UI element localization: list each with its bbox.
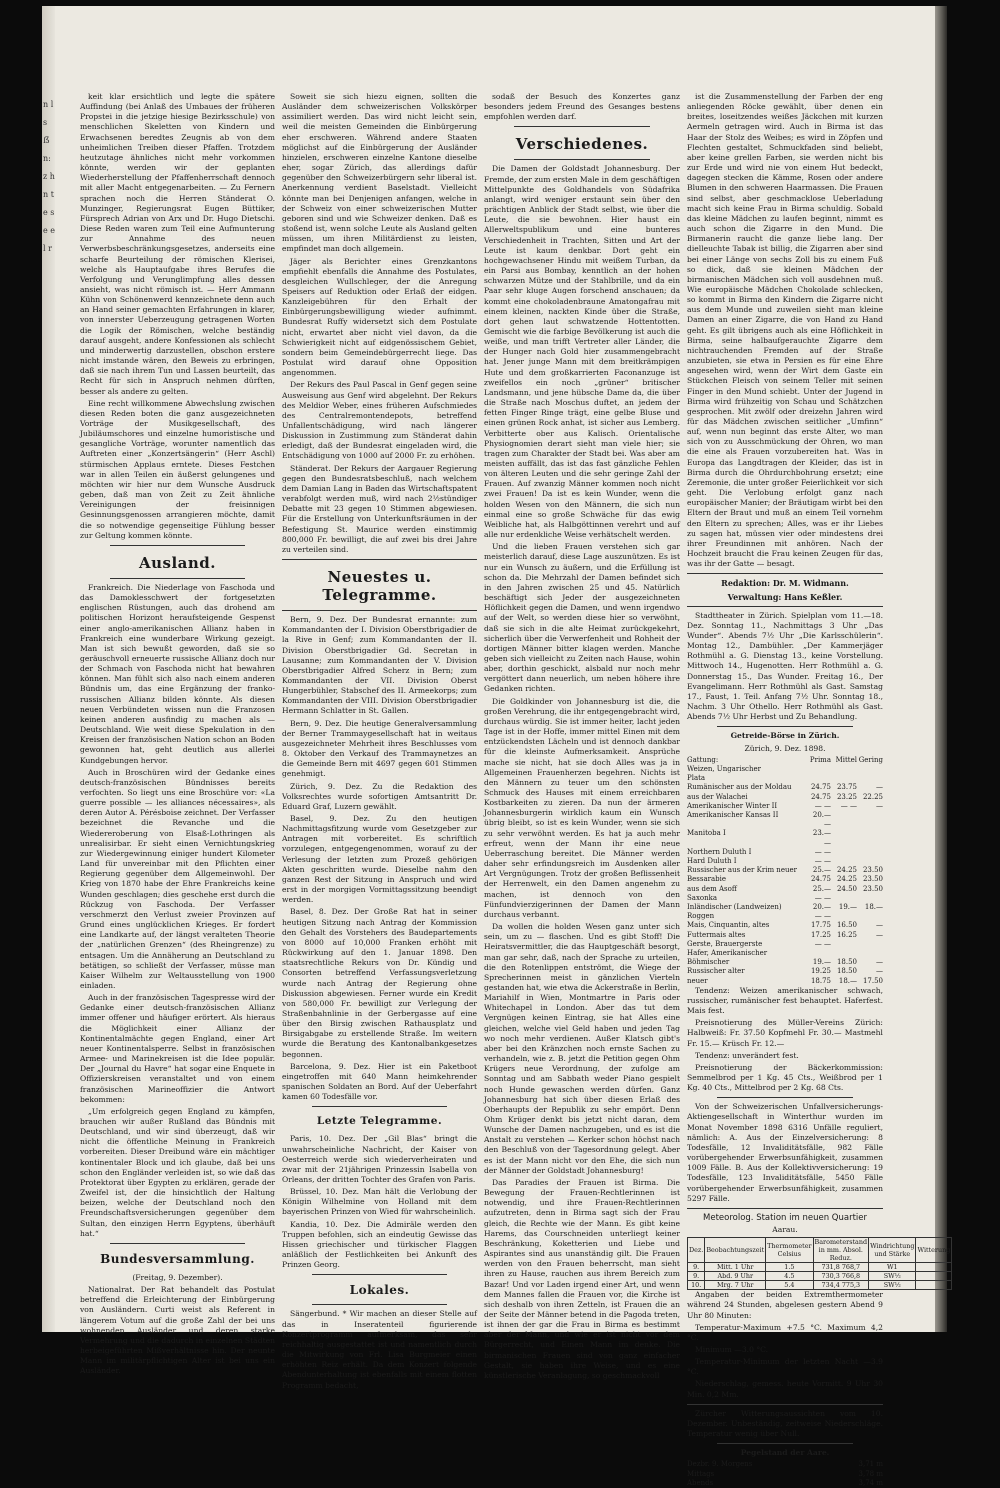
- river-level-title: Pegelstand der Aare.: [740, 1448, 830, 1458]
- paragraph: Und die lieben Frauen verstehen sich gar meisterlich darauf, diese Lage auszunützen. Es ist nur ein Wunsch zu äußern, und die Erfüllung ist schon da. Die Mehrzahl der Damen befindet sich in den Jahren zwischen 25 und 45. Natürlich beschäftigt sich Jeder der ausgezeichneten Höflichkeit gegen die Damen, und wenn irgendwo auf der Welt, so werden diese hier so verwöhnt, daß sie sich in die alte Heimat zurückgekehrt, sicherlich über die Verwerfenheit und Rohheit der dortigen Männer bitter klagen werden. Manche geben sich vielleicht zu Zeiten nach Hause, wohin aber, dorthin geschickt, alsbald nur noch mehr vergöttert dann neuerlich, um neben höhere ihre Gedanken richten.: [484, 542, 680, 694]
- table-cell: 25.—: [812, 884, 831, 893]
- grain-exchange-title: Getreide-Börse in Zürich.: [730, 731, 840, 741]
- table-cell: [857, 829, 883, 847]
- table-row: [687, 1460, 883, 1469]
- table-cell: [831, 857, 857, 866]
- column-1: [80, 92, 276, 1376]
- grain-note: Preisnotierung der Bäckerkommission: Semmelbrod per 1 Kg. 45 Cts., Weißbrod per 1 Kg. 40 Cts., Mittelbrod per 2 Kg. 68 Cts.: [687, 1062, 883, 1093]
- grain-note: Tendenz: Weizen amerikanischer schwach, russischer, rumänischer fest behauptet. Haferfest. Mais fest.: [687, 985, 883, 1016]
- page-edge-shadow: [935, 6, 947, 1332]
- table-header-row: [688, 1238, 952, 1263]
- weather-table: [687, 1237, 952, 1290]
- table-cell: —: [876, 921, 883, 930]
- table-cell: [857, 940, 883, 949]
- telegram-item: Barcelona, 9. Dez. Hier ist ein Paketboot eingetroffen mit 640 Mann heimkehrender spanischen Soldaten an Bord. Auf der Ueberfahrt kamen 60 Todesfälle vor.: [282, 1061, 477, 1102]
- table-cell: [857, 894, 883, 903]
- divider: [717, 1443, 853, 1444]
- table-cell: 5.4: [766, 1281, 813, 1290]
- section-heading-verschiedenes: Verschiedenes.: [515, 135, 649, 154]
- paragraph: Nationalrat. Der Rat behandelt das Postulat betreffend die Erleichterung der Einbürgerung von Ausländern. Curti weist als Referent in längerem Votum auf die große Zahl der bei uns wohnenden Ausländer und deren starke Vermehrung und die dadurch in einzelnen Städten herbeigeführten Mißverhältnisse hin. Der neunte Mann im militärpflichtigen Alter ist bei uns ein Ausländer.: [80, 1285, 276, 1376]
- table-cell: W1: [869, 1263, 916, 1272]
- telegram-item: Paris, 10. Dez. Der „Gil Blas“ bringt die unwahrscheinliche Nachricht, der Kaiser von Oesterreich werde sich wiederverheiraten und zwar mit der 21jährigen Prinzessin Isabella von Orleans, der dritten Tochter des Grafen von Paris.: [282, 1134, 477, 1184]
- table-cell: 3,78 m: [858, 1469, 883, 1478]
- table-cell: 9.: [688, 1263, 705, 1272]
- table-cell: 24.75: [810, 875, 831, 884]
- table-header-row: [687, 756, 883, 765]
- divider: [312, 1106, 447, 1107]
- grain-note: Preisnotierung des Müller-Vereins Zürich: Halbweiß: Fr. 37.50 Kopfmehl Fr. 30.— Mastmehl Fr. 15.— Krüsch Fr. 12.—: [687, 1018, 883, 1048]
- table-row: [687, 958, 883, 967]
- table-cell: — —: [814, 856, 831, 865]
- table-cell: [805, 774, 831, 783]
- table-header-cell: Gering: [858, 755, 883, 764]
- table-cell: — —: [814, 912, 831, 921]
- table-cell: Saxonka: [687, 893, 718, 902]
- weather-station-location: Aarau.: [772, 1225, 798, 1235]
- table-cell: Amerikanischer Kansas II: [687, 810, 779, 819]
- table-row: [687, 802, 883, 811]
- paragraph: Sängerbund. * Wir machen an dieser Stelle auf das in Inseratenteil figurierende Konzertprogramm aufmerksam, das sehr reichhaltig ausgestattet ist und namentlich durch die Mitwirkung von Frl. Lisa Burgmeier einen erhöhten Reiz erhält. Da dem Konzert folgende Abendunterhaltung ist ebenfalls mit einem flotten Programm bedacht,: [282, 1309, 477, 1390]
- weather-station-title: Meteorolog. Station im neuen Quartier: [703, 1212, 867, 1223]
- column-2: [282, 92, 477, 1390]
- table-cell: aus der Walachei: [687, 792, 748, 801]
- table-header-cell: Beobachtungszeit: [705, 1238, 766, 1263]
- table-cell: Rumänischer aus der Moldau: [687, 783, 792, 792]
- table-cell: Amerikanischer Winter II: [687, 801, 778, 810]
- paragraph: sodaß der Besuch des Konzertes ganz besonders jedem Freund des Gesanges bestens empfohlen werden darf.: [484, 92, 680, 122]
- table-cell: [916, 1263, 952, 1272]
- weather-forecast: Zürcher Witterungsaussichten vom 10. Dezember. Unbeständig, zeitweise Niederschläge. Temperatur wenig über Null.: [687, 1408, 883, 1439]
- table-cell: [831, 811, 857, 829]
- table-row: [687, 1470, 883, 1479]
- section-heading-ausland: Ausland.: [138, 553, 217, 572]
- table-cell: 23.75: [836, 783, 857, 792]
- table-cell: Plata: [687, 774, 706, 783]
- table-cell: 20.— —: [812, 810, 831, 829]
- table-row: [687, 857, 883, 866]
- table-row: [687, 967, 883, 976]
- table-cell: [805, 949, 831, 958]
- grain-price-table: [687, 756, 883, 986]
- table-cell: [831, 912, 857, 921]
- telegram-item: Brüssel, 10. Dez. Man hält die Verlobung der Königin Wilhelmine von Holland mit dem bayerischen Prinzen von Wied für wahrscheinlich.: [282, 1187, 477, 1217]
- paragraph: ist die Zusammenstellung der Farben der eng anliegenden Röcke gewählt, über denen ein breites, loseitzendes weißes Jäckchen mit kurzen Aermeln getragen wird. Auch in Birma ist das Haar der Stolz des Weibes; es wird in Zöpfen und Flechten gestaltet, Schmuckfaden sind beliebt, aber keine grellen Farben, sie werden nicht bis zur Erde und wird nie von einem Hut bedeckt, dagegen stecken die Kämme, Rosen oder andere Blumen in den schweren Haarmassen. Die Frauen sind selbst, aber geschmacklose Ueberladung macht sich keine Frau in Birma schuldig. Sobald das kleine Mädchen zu laufen beginnt, nimmt es auch schon die Zigarre in den Mund. Die Birmanerin raucht die ganze liebe lang. Der dielleuchte Tabak ist billig, die Zigarren aber sind bei einer Länge von sechs Zoll bis zu einem Fuß so dick, daß sie kleinen Mädchen der birmanischen Mädchen sich voll ausdehnen muß. Wie europäische Mädchen Chokolade schlecken, so kommt in Birma den Kindern die Zigarre nicht aus dem Munde und zuweilen sieht man kleine Damen an einer Zigarre, die von Hand zu Hand geht. Es gilt übrigens auch als eine Höflichkeit in Birma, seine halbaufgerauchte Zigarre dem nichtrauchenden Fremden auf der Straße anzubieten, sie etwa in Persien es für eine Ehre angesehen wird, wenn der Wirt dem Gaste ein Stückchen Fleisch von seinem Teller mit seinen Finger in den Mund schiebt. Unter der Jugend in Birma wird frühzeitig von Schau und Schätzchen gesprochen. Mit zwölf oder dreizehn Jahren wird für das Mädchen zwischen seitlicher „Umfinn“ auf, wenn nun beginnt das erste Alter, wo man sich von zu Ausschmückung der Ohren, wo man die eine als Frauen vorzubereiten hat. Was in Europa das Langdtragen der Kleider, das ist in Birma durch die Ohrdurchbohrung ersetzt; eine Zeremonie, die unter großer Feierlichkeit vor sich geht. Die Verlobung erfolgt ganz nach europäischer Manier; der Bräutigam wirbt bei den Eltern der Braut und muß an einem Teil vornehm den Eltern zu sprechen; Alles, was er ihr Liebes zu sagen hat, müssen vier oder mindestens drei ihrer Freundinnen mit anhören. Nach der Hochzeit braucht die Frau keinen Zeugen für das, was ihr der Gatte — besagt.: [687, 92, 883, 569]
- table-cell: Mais, Cinquantin, altes: [687, 921, 770, 930]
- divider: [282, 610, 477, 611]
- paragraph: Das Paradies der Frauen ist Birma. Die Bewegung der Frauen-Rechtlerinnen ist notwendig, und ihre Frauen-Rechtlerinnen aufzutreten, denn in Birma sagt sich der Frau gleich, die Rechte wie der Mann. Es gibt keine Harems, das Courschneiden unterliegt keiner Beschränkung, Koketterien und Liebe und Aspirantes sind aus unanständig gilt. Die Frauen werden von den Frauen beherrscht, man sieht ihren zu Hause, rauchen aus ihrem Bereich zum Bazar! Und vor Laden irgend einer Art, und wenn dem Mannes fallen die Frauen vor, die Kirche ist sich deshalb von ihren Zetteln, ist Frauen die an der Seite der Männer betend in die Pagoda treten, ist ihnen der gar die Frau in Birma es bestimmt aber der Mann, und wie er ist nicht vor dem Bürgerrecht, und Einen Mann im denke. Die birmanischen Frauen sind von ganz einfacher Gestalt, sie haben ihre Weise, und es eine künstlerische Veranlagung, so geschmackvoll: [484, 1177, 680, 1380]
- divider: [282, 559, 477, 560]
- table-header-cell: Windrichtung und Stärke: [869, 1238, 916, 1263]
- table-cell: Mrg. 7 Uhr: [705, 1281, 766, 1290]
- table-cell: 24.25: [836, 866, 857, 875]
- table-cell: Inländischer (Landweizen): [687, 902, 782, 911]
- table-header-cell: Mittel: [835, 755, 857, 764]
- table-cell: Weizen, Ungarischer: [687, 764, 761, 773]
- table-cell: — —: [814, 939, 831, 948]
- table-cell: [857, 811, 883, 829]
- section-heading-letzte: Letzte Telegramme.: [316, 1115, 443, 1128]
- editor-line: Redaktion: Dr. M. Widmann.: [721, 578, 849, 589]
- table-cell: aus dem Asoff: [687, 884, 737, 893]
- table-cell: 18.50: [836, 958, 857, 967]
- table-row: [687, 903, 883, 912]
- table-cell: 24.50: [836, 884, 857, 893]
- table-cell: 18.75: [810, 976, 831, 985]
- table-cell: Mitt. 1 Uhr: [705, 1263, 766, 1272]
- table-cell: 17.50: [862, 976, 883, 985]
- column-4: [687, 92, 951, 1487]
- table-row: [687, 894, 883, 903]
- table-cell: Russischer aus der Krim neuer: [687, 866, 797, 875]
- table-header-cell: Prima: [809, 755, 831, 764]
- table-cell: neuer: [687, 976, 708, 985]
- divider: [312, 1304, 447, 1305]
- table-row: [687, 783, 883, 792]
- table-cell: 23.50: [862, 875, 883, 884]
- table-cell: 20.—: [812, 902, 831, 911]
- table-cell: —: [876, 783, 883, 792]
- divider: [110, 545, 245, 546]
- divider: [687, 606, 883, 607]
- table-cell: [857, 848, 883, 857]
- table-row: [687, 1479, 883, 1488]
- table-cell: SW½: [869, 1272, 916, 1281]
- table-cell: 24.75: [810, 783, 831, 792]
- table-cell: — —: [814, 893, 831, 902]
- divider: [110, 578, 245, 579]
- table-cell: Northern Duluth I: [687, 847, 752, 856]
- table-row: [688, 1272, 952, 1281]
- grain-exchange-date: Zürich, 9. Dez. 1898.: [744, 743, 826, 753]
- table-cell: — —: [814, 847, 831, 856]
- table-cell: 3,71 m: [858, 1460, 883, 1469]
- divider: [687, 573, 883, 574]
- table-cell: —: [876, 930, 883, 939]
- table-cell: Roggen: [687, 912, 715, 921]
- table-row: [687, 977, 883, 986]
- table-cell: [831, 940, 857, 949]
- table-cell: [857, 857, 883, 866]
- table-cell: 4.5: [766, 1272, 813, 1281]
- telegram-item: Kandia, 10. Dez. Die Admiräle werden den Truppen befohlen, sich an eindeutig Gewisse das Hissen griechischer und türkischer Flaggen anläßlich der Festlichkeiten bei Ankunft des Prinzen Georg.: [282, 1219, 477, 1270]
- river-level-table: [687, 1460, 883, 1488]
- table-cell: 1.5: [766, 1263, 813, 1272]
- theater-schedule: Stadttheater in Zürich. Spielplan vom 11.—18. Dez. Sonntag 11., Nachmittags 3 Uhr „Das Wunder“. Abends 7½ Uhr „Die Karlsschülerin“. Montag 12., Dambühler. „Der Kammerjäger Rothmühl a. G. Dienstag 13., keine Vorstellung. Mittwoch 14., Hugenotten. Herr Rothmühl a. G. Donnerstag 15., Das Wunder. Freitag 16., Der Evangelimann. Herr Rothmühl als Gast. Samstag 17., Faust, 1. Teil. Anfang 7½ Uhr. Sonntag 18., Nachm. 3 Uhr Othello. Herr Rothmühl als Gast. Abends 7½ Uhr Herbst und Zu Behandlung.: [687, 610, 883, 722]
- table-row: [687, 793, 883, 802]
- table-cell: [831, 894, 857, 903]
- table-cell: 10.: [688, 1281, 705, 1290]
- divider: [110, 1243, 245, 1244]
- table-row: [687, 940, 883, 949]
- table-cell: 23.50: [862, 866, 883, 875]
- table-cell: Futtermais altes: [687, 930, 746, 939]
- table-cell: 25.—: [812, 866, 831, 875]
- table-cell: [831, 949, 857, 958]
- table-header-cell: Barometerstand in mm. Absol. Reduz.: [814, 1238, 868, 1263]
- table-row: [688, 1263, 952, 1272]
- column-3: [484, 92, 680, 1380]
- table-cell: 16.50: [836, 921, 857, 930]
- table-cell: Mittags: [687, 1469, 715, 1478]
- table-header-cell: Thermometer Celsius: [766, 1238, 813, 1263]
- table-cell: —: [876, 958, 883, 967]
- table-cell: Bessarabie: [687, 875, 727, 884]
- table-cell: 3,74 m: [858, 1478, 883, 1487]
- weather-note: Minimum —3.0 °C.: [695, 1344, 769, 1354]
- table-cell: 24.75: [810, 792, 831, 801]
- table-cell: Russischer alter: [687, 967, 745, 976]
- paragraph: Frankreich. Die Niederlage von Faschoda und das Damoklesschwert der fortgesetzten englischen Rüstungen, auch das drohend am politischen Horizont heraufsteigende Gespenst einer anglo-amerikanischen Allianz haben in Frankreich eine wunderbare Wirkung gezeigt. Man ist sich bewußt geworden, daß sie so geräuschvoll erneuerte russische Allianz doch nur der Schmach von Faschoda nicht hat bewahren können. Man fühlt sich also nach einem anderen Bündnis um, das eine Ergänzung der franko-russischen Allianz bilden könnte. Als diesen neuen Verbündeten wissen nun die Franzosen keinen anderen ausfindig zu machen als — Deutschland. Wie weit diese Spekulation in den Kreisen der französischen Nation schon an Boden gewonnen hat, geht deutlich aus allerlei Kundgebungen hervor.: [80, 582, 275, 765]
- weather-note: Temperatur-Minimum der letzten Nacht —3.9 °C.: [687, 1357, 883, 1377]
- paragraph: Auch in der französischen Tagespresse wird der Gedanke einer deutsch-französischen Allianz immer offener und häufiger erörtert. Als hieraus die Möglichkeit einer Allianz der Kontinentalmächte gegen England, einer Art neuer Kontinentalsperre. Selbst in französischen Armee- und Marinekreisen ist die Idee populär. Der „Journal du Havre“ hat sogar eine Enquete in Offizierskreisen veranstaltet und von einem französischen Marineoffizier die Antwort bekommen:: [80, 993, 275, 1104]
- table-cell: Abd. 9 Uhr: [705, 1272, 766, 1281]
- table-cell: [831, 848, 857, 857]
- session-date: (Freitag, 9. Dezember).: [132, 1272, 223, 1282]
- table-cell: [831, 829, 857, 847]
- table-cell: [857, 765, 883, 774]
- table-row: [688, 1281, 952, 1290]
- weather-note: Niederschlag, gemess. heute Vormitt. 9 Uhr 30 Min. 0,2 Mm.: [687, 1379, 883, 1399]
- table-cell: Dezbr. 9. Morgens: [687, 1460, 753, 1469]
- table-cell: 19.25: [810, 967, 831, 976]
- table-cell: — —: [840, 801, 857, 810]
- table-row: [687, 931, 883, 940]
- table-header-cell: Gattung:: [687, 755, 719, 764]
- table-cell: 23.50: [862, 884, 883, 893]
- paragraph: „Um erfolgreich gegen England zu kämpfen, brauchen wir außer Rußland das Bündnis mit Deutschland, und wir sind überzeugt, daß wir nicht die öffentliche Meinung in Frankreich vorbereiten. Dieser Dreibund wäre ein mächtiger kontinentaler Block und ich glaube, daß bei uns schon den Engländer verleiden ist, so wie daß das Protektorat über Egypten zu erklären, gerade der Zweifel ist, der die hinsichtlich der Haltung beizen, welche der Deutschland noch den Freundschaftsversicherungen gegenüber dem Sultan, den einzigen Herrn Egyptens, überhäuft hat.“: [80, 1106, 275, 1238]
- paragraph: Jäger als Berichter eines Grenzkantons empfiehlt ebenfalls die Annahme des Postulates, desgleichen Wullschleger, der die Anregung Speisers auf Reduktion oder Erlaß der eidgen. Kanzleigebühren für den Erhalt der Einbürgerungsbewilligung wieder aufnimmt. Bundesrat Ruffy widersetzt sich dem Postulate nicht, erwartet aber nicht viel davon, da die Schwierigkeit nicht auf eidgenössischem Gebiet, sondern beim Gemeindebürgerrecht liege. Das Postulat wird darauf ohne Opposition angenommen.: [282, 256, 477, 378]
- paragraph: Da wollen die holden Wesen ganz unter sich sein, um zu — flaschen. Und es gibt Stoff! Die Heiratsvermittler, die das Hauptgeschäft besorgt, man gar sehr, daß, nach der Sprache zu urteilen, die den Rotenlippen entströmt, die Wiege der Sprecherinnen meist in gänzlichen Vierteln gestanden hat, wie etwa die Ackerstraße in Berlin, Mariahilf in Wien, Montmartre in Paris oder Whitechapel in London. Aber das tut dem Vergnügen keinen Eintrag, sie hat Alles eine gleichen, welche viel Geld haben und jeden Tag wo noch mehr verdienen. Außer Klatsch gibt's aber bei den Kränzchen noch ernste Sachen zu verhandeln, wie z. B. jetzt die Petition gegen Ohm Krügers neue Verordnung, der zufolge am Sonntag und am Sabbath weder Piano gespielt noch Hunde gewaschen werden dürfen. Ganz Johannesburg hat sich über diesen Erlaß des Oberhaupts der Republik zu sehr empört. Denn Ohm Krüger denkt bis jetzt nicht daran, dem Wunsche der Damen nachzugeben, und es ist die Anstalt zu verstehen — Kerker schon höchst nach den Beschluß von der Tagesordnung gelegt. Aber es ist der Mann nicht vor den Ehe, die sich nun der Männer der Goldstadt Johannesburg!: [484, 922, 680, 1175]
- divider: [687, 1404, 883, 1405]
- table-row: [687, 866, 883, 875]
- table-cell: 9.: [688, 1272, 705, 1281]
- table-cell: —: [876, 801, 883, 810]
- administration-line: Verwaltung: Hans Keßler.: [727, 591, 843, 602]
- grain-note: Tendenz: unverändert fest.: [695, 1050, 799, 1060]
- table-header-cell: Witterung: [916, 1238, 952, 1263]
- table-cell: 730,3 766,8: [813, 1272, 869, 1281]
- divider: [514, 159, 650, 160]
- table-cell: — —: [814, 801, 831, 810]
- paragraph: Die Goldkinder von Johannesburg ist die, die großen Verehrung, die ihr entgegengebracht wird, durchaus würdig. Sie ist immer heiter, lacht jeden Tage ist in der Hoffe, immer mittel Einen mit dem entzückendsten Lächeln und ist dennoch dankbar für die kleinste Aufmerksamkeit. Ansprüche mache sie nicht, hat sie doch Alles was ja in Allgemeinen Frauenherzen begehren. Nichts ist den Männern zu teuer um den schönsten Schmuck des Hauses mit einem erreichbaren Kostbarkeiten zu zieren. Da nun der ärmeren Johannesburgerin wirklich kaum ein Wunsch übrig bleibt, so ist es kein Wunder, wenn sie sich zu sehr verwöhnt werden. Es hat ja auch mehr erfreut, wenn der Mann ihr eine neue Ueberraschung bereitet. Die Männer werden daher sehr erfindungsreich im Ausdenken aller Art Vergnügungen. Trotz der großen Beflissenheit der Herrenwelt, ein den Damen angenehm zu machen, ist dennoch von den Fünfundvierzigerinnen der Damen der Mann durchaus verbannt.: [484, 696, 680, 919]
- table-row: [687, 921, 883, 930]
- table-cell: [805, 765, 831, 774]
- gutter-letters: n l s ẞ n: z h n t e s e e l r: [43, 100, 56, 253]
- telegram-item: Bern, 9. Dez. Die heutige Generalversammlung der Berner Trammaygesellschaft hat in weitaus ausgezeichneter Mehrheit ihres Beschlusses vom 8. Oktober den Verkauf des Trammaynetzes an die Gemeinde Bern mit 4697 gegen 601 Stimmen genehmigt.: [282, 718, 477, 779]
- paragraph: Ständerat. Der Rekurs der Aargauer Regierung gegen den Bundesratsbeschluß, nach welchem dem Damian Lang in Baden das Wirtschaftspatent verabfolgt werden muß, wird nach 2½stündiger Debatte mit 23 gegen 10 Stimmen abgewiesen. Für die Erstellung von Unterkunftsräumen in der Befestigung St. Maurice werden einstimmig 800,000 Fr. bewilligt, die auf zwei bis drei Jahre zu verteilen sind.: [282, 463, 477, 554]
- table-row: [687, 885, 883, 894]
- paragraph: Die Damen der Goldstadt Johannesburg. Der Fremde, der zum ersten Male in dem geschäftigen Mittelpunkte des Goldhandels von Südafrika anlangt, wird weniger erstaunt sein über den prächtigen Anblick der Stadt selbst, wie über die Leute, die sie bewohnen. Hier haust ein Allerweltspublikum und eine bunteres Verschiedenheit in Trachten, Sitten und Art der Leute ist kaum denkbar. Dort geht ein hochgewachsener Hindu mit weißem Turban, da ein Parsi aus Bombay, kenntlich an der hohen schwarzen Mütze und der Stahlbrille, und da ein Paar sehr kluge Augen forschend anschauen; da kommt eine chokoladenbraune Amatongafrau mit einem kleinen, nackten Kinde über die Straße, dort gehen laut schwatzende Hottentotten. Gemischt wie die farbige Bevölkerung ist auch die weiße, und man trifft Vertreter aller Länder, die der Hunger nach Gold hier zusammengebracht hat. Jener junge Mann mit dem breitkrämpigen Hute und dem großkarrierten Faconanzuge ist zweifellos ein noch „grüner“ britischer Landsmann, und jene hübsche Dame da, die über die Straße nach Moschus duftet, an jedem der fetten Finger Ringe trägt, eine gelbe Bluse und einen grünen Rock anhat, ist sicher aus Lemberg. Verbitterte ober aus Kalisch. Orientalische Physiognomien derart sieht man viele hier; sie tragen zum Charakter der Stadt bei. Was aber am meisten auffällt, das ist das fast gänzliche Fehlen von älteren Leuten und die sehr geringe Zahl der Frauen. Auf zwanzig Männer kommen noch nicht zwei Frauen! Da ist es kein Wunder, wenn die holden Wesen von den Männern, die sich nun einmal eine so große Schwäche für das ewig Weibliche hat, als Halbgöttinnen verehrt und auf alle nur erdenkliche Weise verhätschelt werden.: [484, 164, 680, 540]
- table-cell: [916, 1281, 952, 1290]
- telegram-item: Basel, 9. Dez. Zu den heutigen Nachmittagsfitzung wurde vom Gesetzgeber zur Antragen mit vorbereitet. Es schriftlich vorzulegen, entgegengenommen, worauf zu der Verlesung der letzten zum Prozeß gehörigen Akten geschritten wurde. Dieselbe nahm den ganzen Rest der Sitzung in Anspruch und wird erst in der morgigen Vormittagssitzung beendigt werden.: [282, 814, 477, 905]
- table-cell: SW½: [869, 1281, 916, 1290]
- table-row: [687, 765, 883, 774]
- table-cell: [857, 949, 883, 958]
- table-header-cell: Dez.: [688, 1238, 705, 1263]
- table-cell: Abends: [687, 1478, 714, 1487]
- table-cell: 18.50: [836, 967, 857, 976]
- paragraph: keit klar ersichtlich und legte die spätere Auffindung (bei Anlaß des Umbaues der früheren Propstei in die jetzige hiesige Bezirksschule) von menschlichen Skeletten von Kindern und Erwachsenen beredtes Zeugnis ab von dem unheimlichen Treiben dieser Pfaffen. Trotzdem heutzutage ähnliches nicht mehr vorkommen könnte, werden wir der geplanten Wiederherstellung der Pfaffenherrschaft dennoch mit aller Macht entgegenarbeiten. — Zu Fernern sprachen noch die Herren Ständerat O. Munzinger, Regierungsrat Eugen Büttiker, Fürsprech Adrian von Arx und Dr. Hugo Dietschi. Diese Reden waren zum Teil eine Aufmunterung zur Annahme des neuen Verwerbsbeschränkungsgesetzes, anderseits eine scharfe Beurteilung der römischen Klerisei, welche als Hauptaufgabe ihres Berufes die Verfolgung und Verunglimpfung alles dessen ansieht, was nicht römisch ist. — Herr Ammann Kühn von Schönenwerd kennzeichnete denn auch an Hand seiner gemachten Erfahrungen in klarer, von innerster Ueberzeugung getragenen Worten die Logik der Römischen, welche beständig darauf ausgeht, andere Konfessionen als schlecht und minderwertig darzustellen, obschon erstere nicht imstande wären, den Beweis zu erbringen, daß sie nach ihrem Tun und Lassen beurteilt, das Recht für sich in Anspruch nehmen dürften, besser als andere zu gelten.: [80, 92, 275, 396]
- divider: [312, 1274, 447, 1275]
- table-cell: Böhmischer: [687, 958, 730, 967]
- divider: [717, 1097, 853, 1098]
- table-cell: [831, 765, 857, 774]
- divider: [687, 1208, 883, 1209]
- table-cell: Manitoba I: [687, 829, 726, 838]
- divider: [717, 726, 853, 727]
- table-row: [687, 875, 883, 884]
- divider: [514, 126, 650, 127]
- table-cell: [831, 774, 857, 783]
- table-cell: 24.25: [836, 875, 857, 884]
- table-row: [687, 811, 883, 829]
- table-cell: 17.25: [810, 930, 831, 939]
- table-cell: —: [876, 967, 883, 976]
- weather-note: Temperatur-Maximum +7.5 °C. Maximum 4,2 °C.: [687, 1322, 883, 1342]
- table-cell: [916, 1272, 952, 1281]
- paragraph: Auch in Broschüren wird der Gedanke eines deutsch-französischen Bündnisses bereits verfochten. So liegt uns eine Broschüre vor: «La guerre possible — les alliances nécessaires», als deren Autor A. Pérésboise zeichnet. Der Verfasser bezeichnet die Revanche und die Wiedereroberung von Elsaß-Lothringen als unrealisirbar. Er sieht einen Vernichtungskrieg zur Wiedergewinnung einiger hundert Kilometer Land für unvereinbar mit den Pflichten einer Regierung gegenüber dem Allgemeinwohl. Der Krieg von 1870 habe der Ehre Frankreichs keine Wunden geschlagen; dies geschehe erst durch die Rückzug von Faschoda. Der Verfasser verschmerzt den Verlust zweier Provinzen auf Grund eines unglücklichen Krieges. Er fordert eine Landkarte auf, der längst veralteten Theorie der „natürlichen Grenzen“ (des Rheingrenze) zu entsagen. Um die Annäherung an Deutschland zu betätigen, so schließt der Verfasser, müsse man Kaiser Wilhelm zur Weltausstellung von 1900 einladen.: [80, 767, 275, 990]
- table-cell: 734,4 775,3: [813, 1281, 869, 1290]
- table-cell: Hafer, Amerikanischer: [687, 948, 768, 957]
- binding-gutter: [42, 6, 55, 1332]
- weather-note: Angaben der beiden Extremthermometer während 24 Stunden, abgelesen gestern Abend 9 Uhr 80 Minuten:: [687, 1290, 883, 1320]
- table-cell: 16.25: [836, 930, 857, 939]
- insurance-notice: Von der Schweizerischen Unfallversicherungs-Aktiengesellschaft in Winterthur wurden im Monat November 1898 6316 Unfälle reguliert, nämlich: A. Aus der Einzelversicherung: 8 Todesfälle, 12 Invaliditätsfälle, 982 Fälle vorübergehender Erwerbsunfähigkeit, zusammen 1009 Fälle. B. Aus der Kollektivversicherung: 19 Todesfälle, 123 Invaliditätsfälle, 5450 Fälle vorübergehender Erwerbsunfähigkeit, zusammen 5297 Fälle.: [687, 1102, 883, 1203]
- table-cell: Gerste, Brauergerste: [687, 939, 763, 948]
- table-cell: [857, 912, 883, 921]
- table-row: [687, 912, 883, 921]
- table-cell: 22.25: [862, 792, 883, 801]
- table-row: [687, 949, 883, 958]
- paragraph: Eine recht willkommene Abwechslung zwischen diesen Reden boten die ganz ausgezeichneten Vorträge der Musikgesellschaft, des Jubiläumschores und einzelne humoristische und gesangliche Vorträge, worunter namentlich das Auftreten einer „Konzertsängerin“ (Herr Aschl) stürmischen Applaus erntete. Dieses Festchen war in allen Teilen ein äußerst gelungenes und möchten wir hier nur dem Wunsche Ausdruck geben, daß man von Zeit zu Zeit ähnliche Vereinigungen der freisinnigen Gesinnungsgenossen arrangieren möchte, damit die so notwendige gegenseitige Fühlung besser zur Geltung kommen könnte.: [80, 398, 275, 540]
- telegram-item: Zürich, 9. Dez. Zu die Redaktion des Volksrechtes wurde sofortigen Amtsantritt Dr. Eduard Graf, Luzern gewählt.: [282, 781, 477, 811]
- section-heading-lokales: Lokales.: [349, 1283, 410, 1298]
- telegram-item: Basel, 8. Dez. Der Große Rat hat in seiner heutigen Sitzung nach Antrag der Kommission den Gehalt des Vorstehers des Baudepartements von 8000 auf 10,000 Franken erhöht mit Rückwirkung auf den 1. Januar 1898. Den staatsrechtliche Rekurs von Dr. Kündig und Consorten betreffend Verfassungsverletzung wurde nach Antrag der Regierung ohne Diskussion abgewiesen. Ferner wurde ein Kredit von 580,000 Fr. bewilligt zur Verlegung der Straßenbahnlinie in der Gerbergasse auf eine über den Birsig zwischen Rathausplatz und Birsigabgabe zu erstellende Straße. Im weitern wurde die Beratung des Kantonalbankgesetzes begonnen.: [282, 907, 477, 1059]
- paragraph: Soweit sie sich hiezu eignen, sollten die Ausländer dem schweizerischen Volkskörper assimiliert werden. Das wird nicht leicht sein, weil die meisten Gemeinden die Einbürgerung eher erschweren. Während andere Staaten möglichst auf die Einbürgerung der Ausländer hinzielen, erschweren einzelne Kantone dieselbe eher, sogar Zürich, das allerdings dafür gegenüber den Schweizerbürgern sehr liberal ist. Anerkennung verdient Baselstadt. Vielleicht könnte man bei Denjenigen anfangen, welche in der Schweiz von einer schweizerischen Mutter geboren sind und wie Schweizer denken. Daß es stoßend ist, wenn solche Leute als Ausland gelten müssen, um ihren Militärdienst zu leisten, empfindet man doch allgemein.: [282, 92, 477, 254]
- table-row: [687, 829, 883, 847]
- table-cell: 19.—: [838, 902, 857, 911]
- table-cell: 731,8 768,7: [813, 1263, 869, 1272]
- table-row: [687, 848, 883, 857]
- table-cell: 18.—: [864, 902, 883, 911]
- table-cell: 18.—: [838, 976, 857, 985]
- table-row: [687, 774, 883, 783]
- table-cell: [857, 774, 883, 783]
- section-heading-neuestes: Neuestes u. Telegramme.: [322, 568, 437, 605]
- table-cell: 23.25: [836, 792, 857, 801]
- telegram-item: Bern, 9. Dez. Der Bundesrat ernannte: zum Kommandanten der I. Division Oberstbrigadier de la Rive in Genf; zum Kommandanten der II. Division Oberstbrigadier Gd. Secretan in Lausanne; zum Kommandanten der V. Division Oberstbrigadier Alfred Scherz in Bern; zum Kommandanten der VII. Division Oberst Hungerbühler, Stabschef des II. Armeekorps; zum Kommandanten der VIII. Division Oberstbrigadier Hermann Schlatter in St. Gallen.: [282, 615, 477, 716]
- table-cell: Hard Duluth I: [687, 856, 737, 865]
- table-cell: 19.—: [812, 958, 831, 967]
- table-cell: 23.— —: [812, 829, 831, 847]
- paragraph: Der Rekurs des Paul Pascal in Genf gegen seine Ausweisung aus Genf wird abgelehnt. Der Rekurs des Meldior Weber, eines früheren Aufschmiedes des Centralremontendepots, betreffend Unfallentschädigung, wird nach längerer Diskussion in Zustimmung zum Ständerat dahin erledigt, daß der Bundesrat eingeladen wird, die Entschädigung von 1000 auf 2000 Fr. zu erhöhen.: [282, 380, 477, 461]
- table-cell: 17.75: [810, 921, 831, 930]
- section-heading-bundesversammlung: Bundesversammlung.: [100, 1251, 255, 1266]
